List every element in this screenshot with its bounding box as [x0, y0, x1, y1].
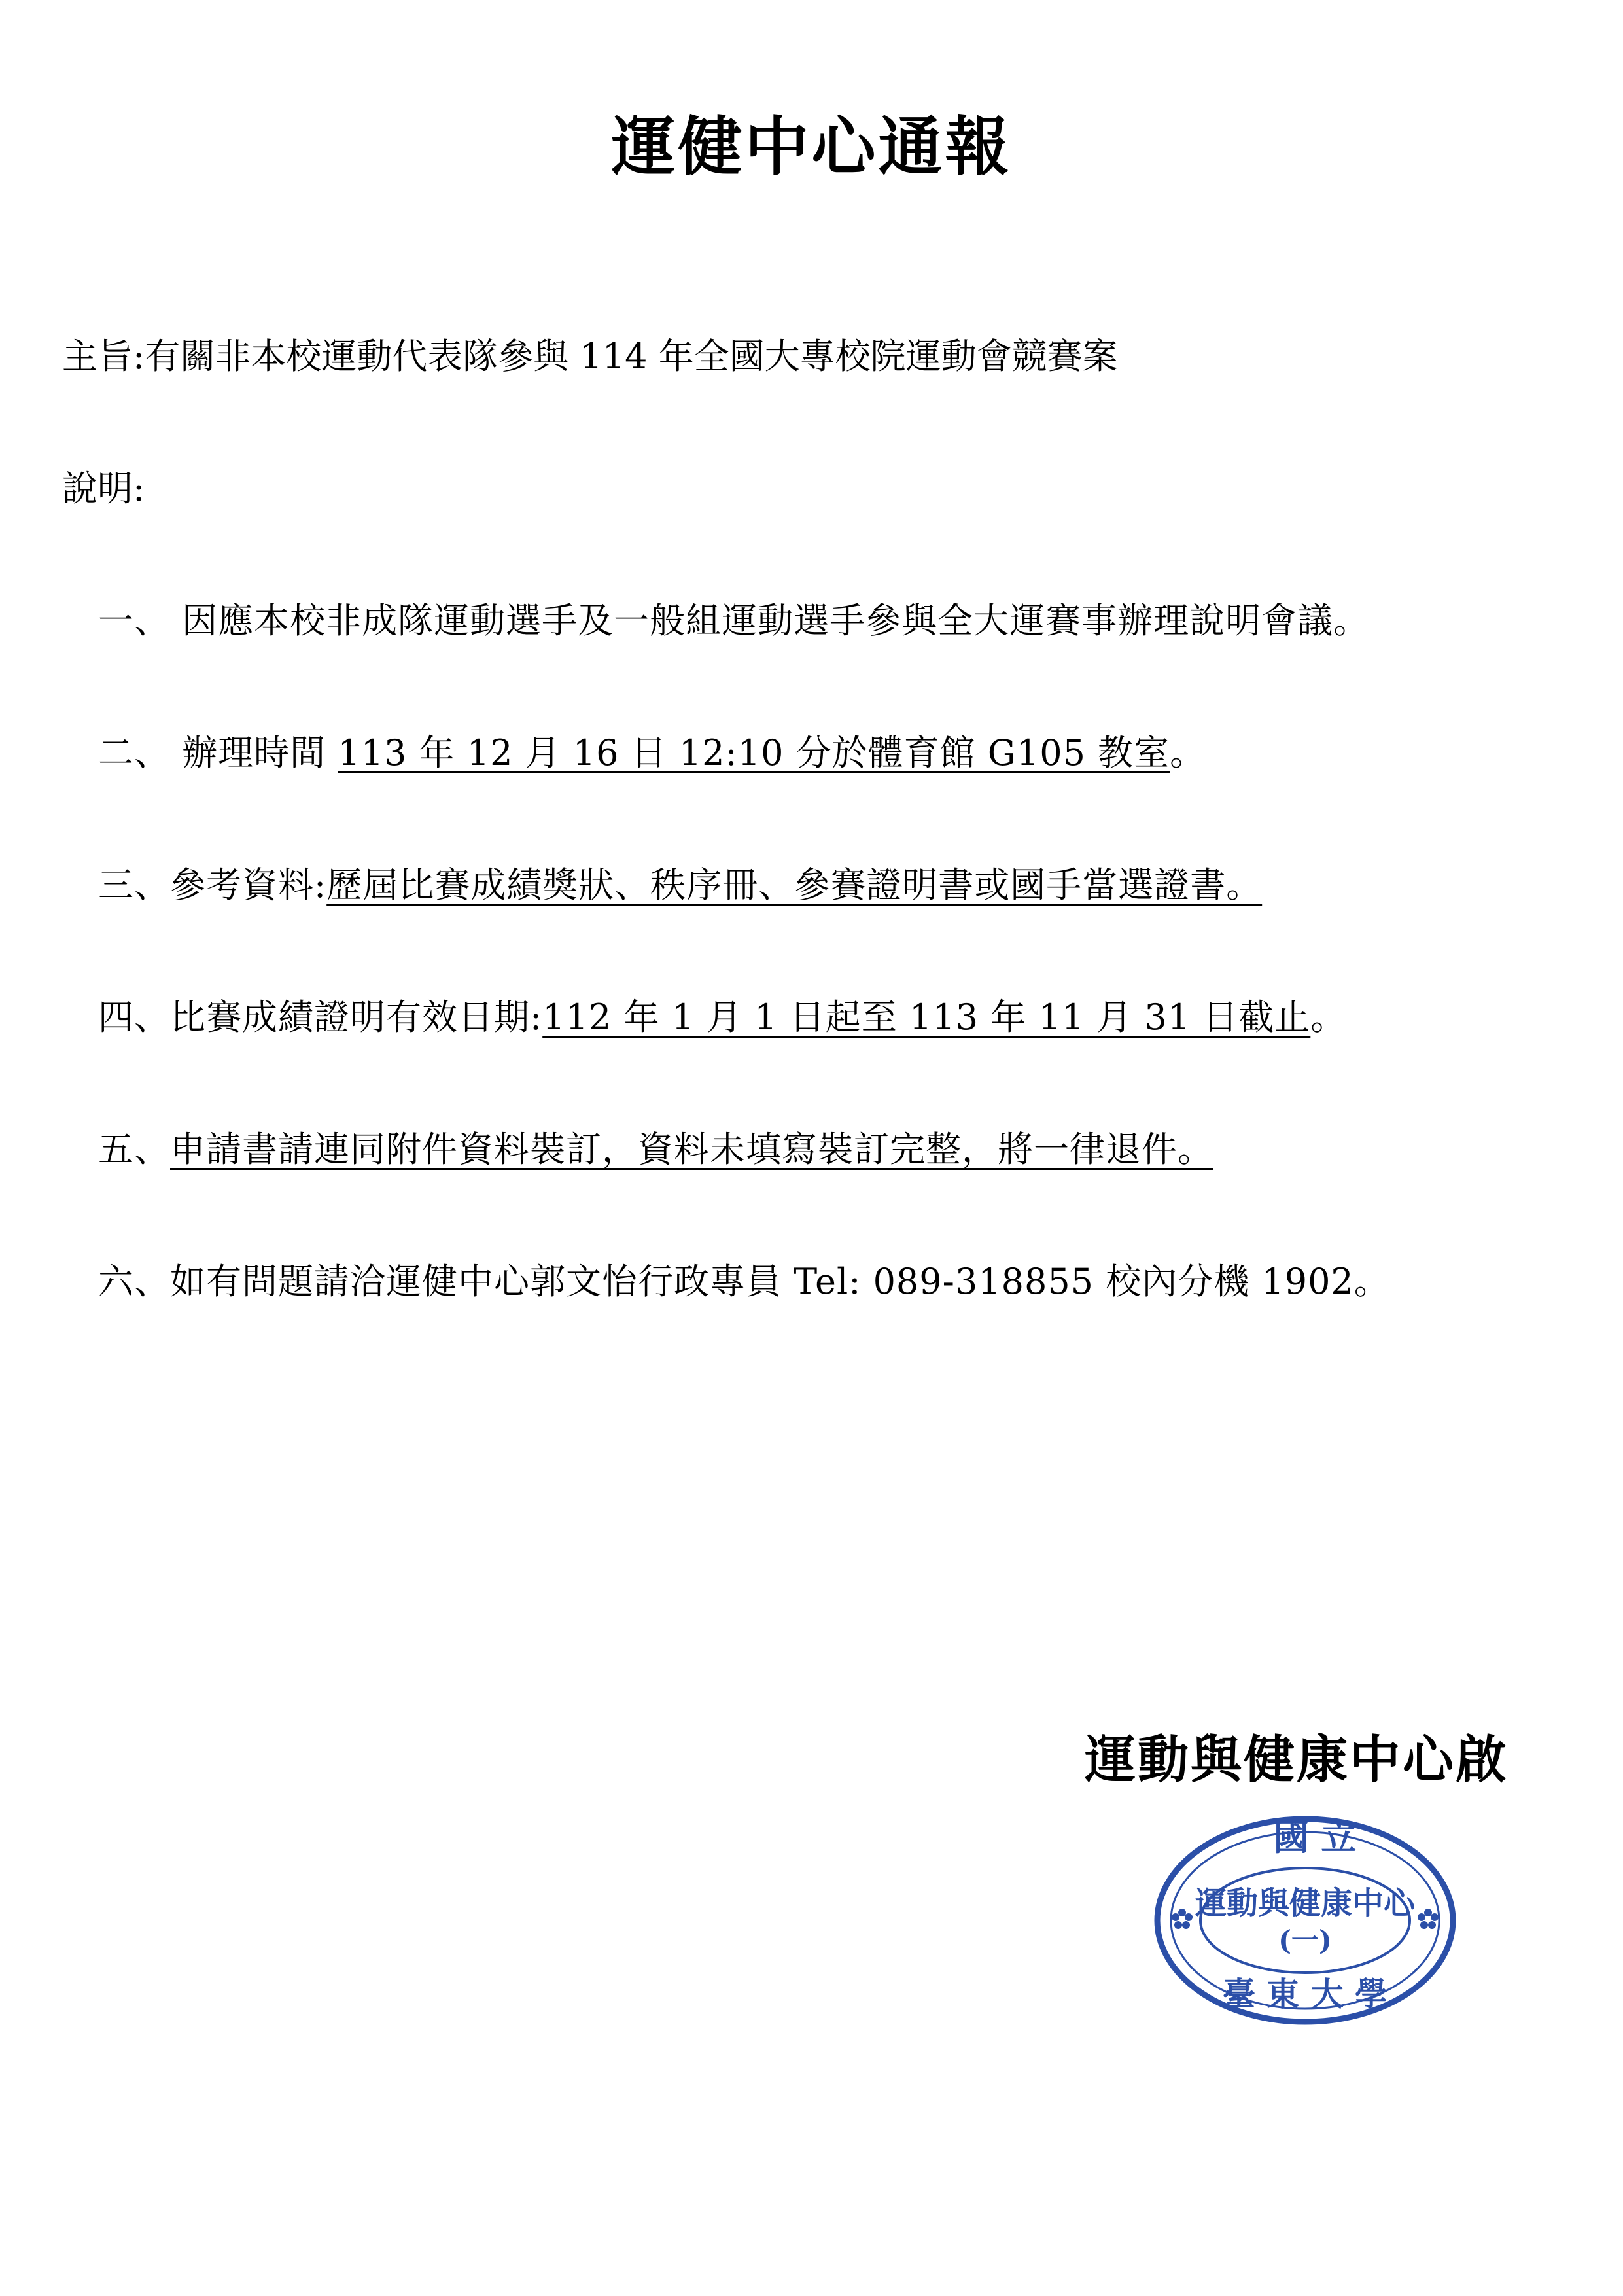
official-seal: [1148, 1809, 1462, 2032]
item-underlined-text: 112 年 1 月 1 日起至 113 年 11 月 31 日截止: [542, 997, 1311, 1038]
item-text: 五、: [98, 1129, 170, 1170]
list-item: [98, 1256, 1570, 1388]
item-underlined-text: 歷屆比賽成績獎狀、秩序冊、參賽證明書或國手當選證書。: [326, 864, 1263, 906]
signature: 運動與健康中心啟: [1084, 1730, 1509, 1790]
item-text: 三、參考資料:: [98, 864, 327, 906]
seal-top-text: 國 立: [1273, 1816, 1357, 1858]
document-subject: 主旨:有關非本校運動代表隊參與 114 年全國大專校院運動會競賽案: [62, 336, 1118, 377]
seal-center-text: 運動與健康中心: [1195, 1885, 1416, 1922]
item-underlined-text: 申請書請連同附件資料裝訂，資料未填寫裝訂完整，將一律退件。: [170, 1129, 1213, 1170]
seal-bottom-text: 臺 東 大 學: [1222, 1975, 1388, 2013]
item-suffix: 。: [1170, 732, 1206, 773]
plum-blossom-icon: [1418, 1909, 1439, 1929]
item-text: 四、比賽成績證明有效日期:: [98, 997, 543, 1038]
plum-blossom-icon: [1172, 1909, 1193, 1929]
list-item: [98, 1123, 1570, 1256]
list-item: [98, 595, 1570, 727]
seal-sub-text: (一): [1278, 1924, 1332, 1956]
list-item: [98, 727, 1570, 859]
item-text: 一、 因應本校非成隊運動選手及一般組運動選手參與全大運賽事辦理說明會議。: [98, 600, 1370, 641]
item-suffix: 。: [1310, 997, 1347, 1038]
document-title: 運健中心通報: [611, 109, 1012, 185]
item-underlined-text: 113 年 12 月 16 日 12:10 分於體育館 G105 教室: [338, 732, 1170, 773]
item-text: 二、 辦理時間: [98, 732, 338, 773]
item-text: 六、如有問題請洽運健中心郭文怡行政專員 Tel: 089-318855 校內分機 1902。: [98, 1261, 1390, 1302]
list-item: [98, 991, 1570, 1123]
explanation-label: 說明:: [62, 468, 145, 509]
explanation-list: [98, 595, 1570, 1388]
list-item: [98, 859, 1570, 991]
